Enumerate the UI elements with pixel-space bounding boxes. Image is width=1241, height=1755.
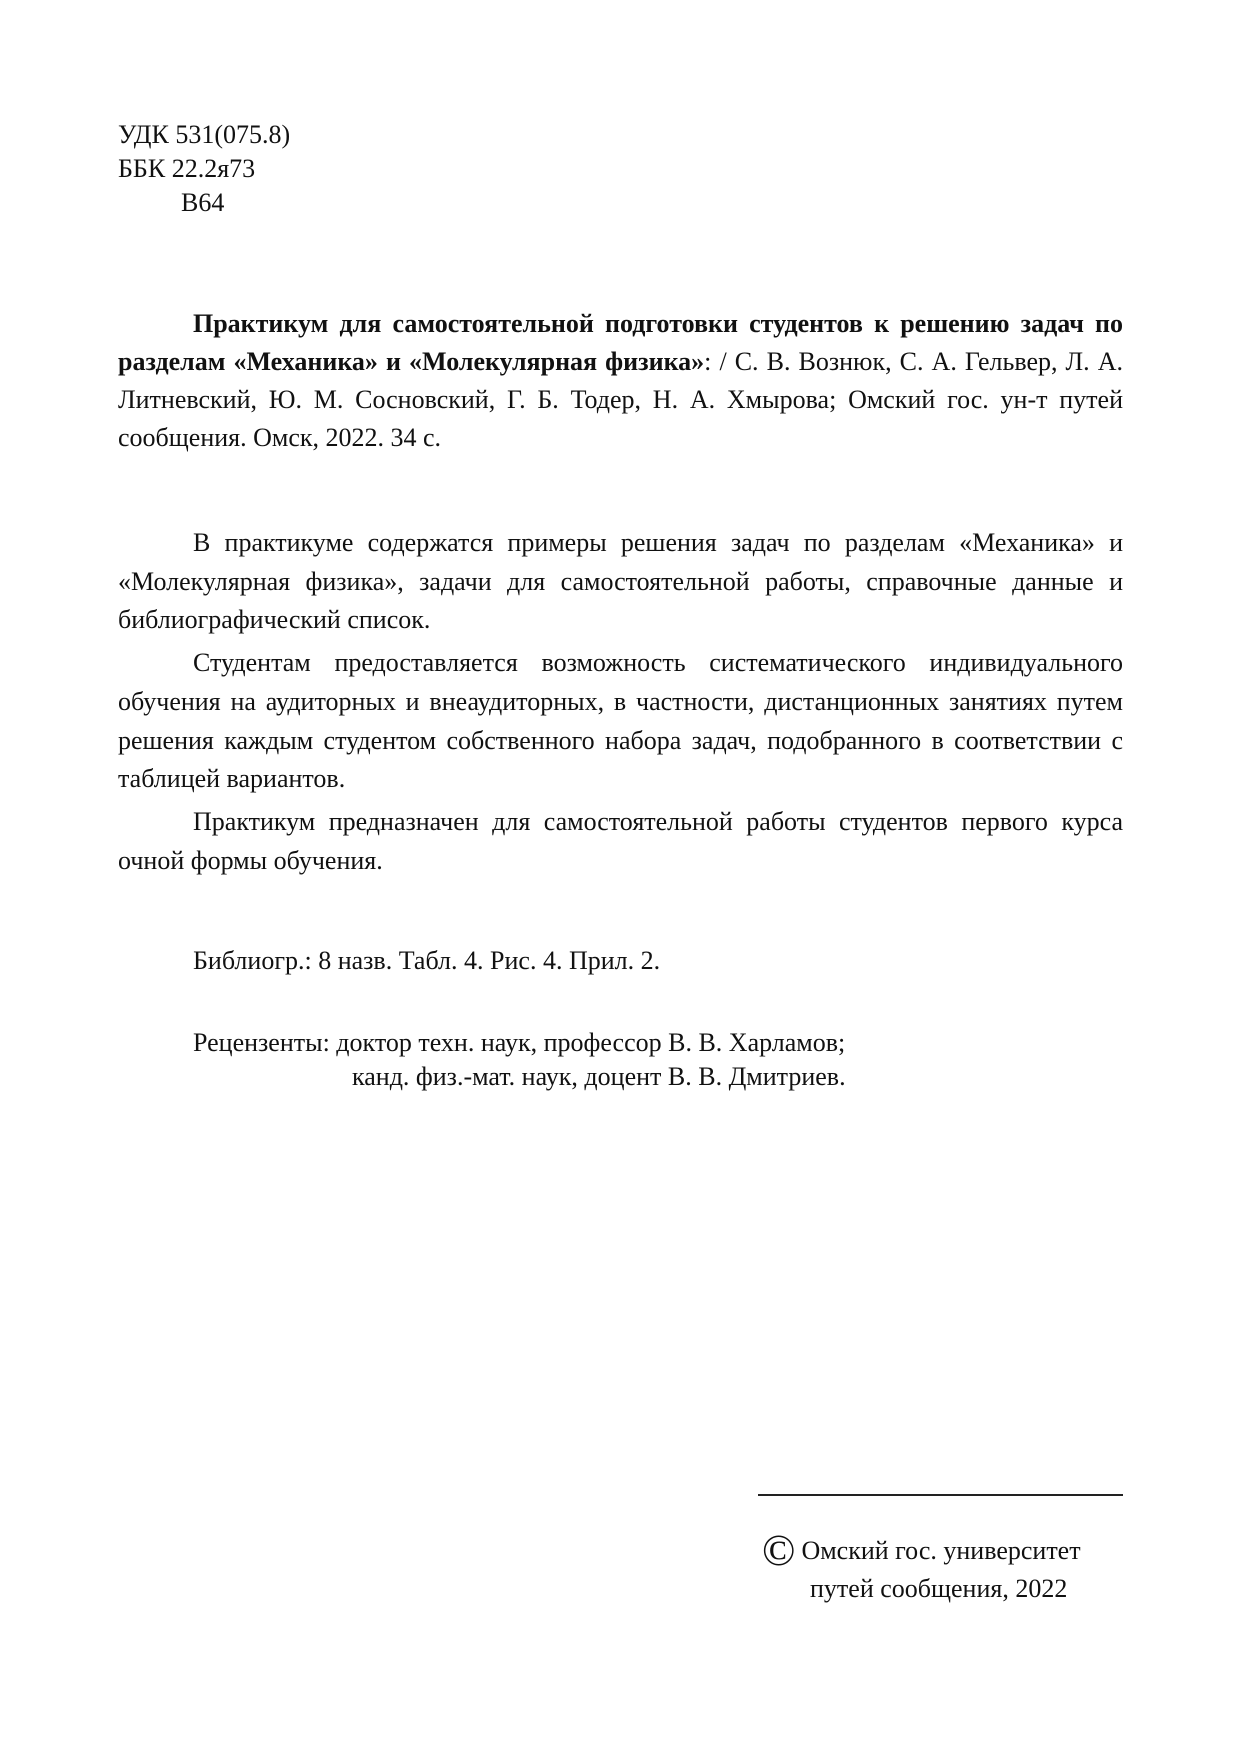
copyright-block <box>762 1526 1124 1608</box>
reviewer-1: Рецензенты: доктор техн. наук, профессор В. В. Харламов; <box>193 1028 846 1057</box>
copyright-year: путей сообщения, 2022 <box>810 1574 1068 1603</box>
references-count: Библиогр.: 8 назв. Табл. 4. Рис. 4. Прил. 2. <box>193 946 661 975</box>
abstract-paragraph-2: Студентам предоставляется возможность систематического индивидуального обучения на аудиторных и внеаудиторных, в частности, дистанционных занятиях путем решения каждым студентом собственного набора задач, подобранного в соответствии с таблицей вариантов. <box>118 648 1123 794</box>
book-title: Практикум для самостоятельной подготовки студентов к решению задач по разделам «Механика» и «Молекулярная физика» <box>118 309 1123 376</box>
classification-block <box>118 118 290 220</box>
reviewer-2: канд. физ.-мат. наук, доцент В. В. Дмитриев. <box>352 1062 846 1091</box>
udk-code: УДК 531(075.8) <box>118 120 291 149</box>
copyright-holder: Омский гос. университет <box>801 1536 1081 1565</box>
reviewers-block <box>193 1026 846 1094</box>
abstract-paragraph-3: Практикум предназначен для самостоятельной работы студентов первого курса очной формы обучения. <box>118 806 1123 875</box>
bbk-code: ББК 22.2я73 <box>118 154 256 183</box>
copyright-icon: © <box>762 1526 796 1575</box>
record-details: : / С. В. Вознюк, С. А. Гельвер, Л. А. Литневский, Ю. М. Сосновский, Г. Б. Тодер, Н. А. Хмырова; Омский гос. ун-т путей сообщения. Омск, 2022. 34 с. <box>118 347 1124 452</box>
author-mark: В64 <box>181 188 225 217</box>
abstract <box>118 524 1123 884</box>
abstract-paragraph-1: В практикуме содержатся примеры решения задач по разделам «Механика» и «Молекулярная физика», задачи для самостоятельной работы, справочные данные и библиографический список. <box>118 528 1123 635</box>
divider-line <box>758 1494 1123 1496</box>
bibliographic-record <box>118 305 1123 457</box>
